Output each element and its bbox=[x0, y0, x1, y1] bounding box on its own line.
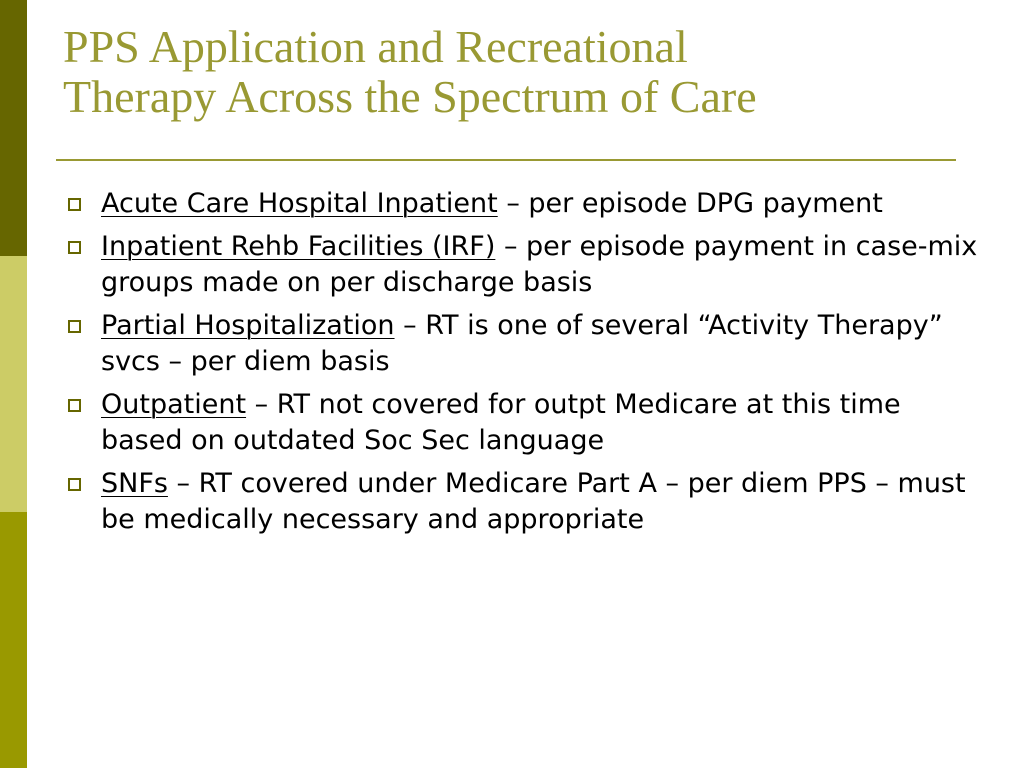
slide-title bbox=[63, 22, 963, 122]
bullet-heading: SNFs bbox=[101, 467, 168, 499]
side-bar-light bbox=[0, 256, 27, 512]
bullet-text: – per episode payment in case-mix groups made on per discharge basis bbox=[101, 230, 978, 298]
bullet-square-icon bbox=[68, 320, 81, 333]
title-divider bbox=[56, 159, 956, 161]
side-bar-dark bbox=[0, 0, 27, 256]
bullet-text: – per episode DPG payment bbox=[497, 188, 883, 219]
title-line-1: PPS Application and Recreational bbox=[63, 21, 688, 72]
bullet-heading: Acute Care Hospital Inpatient bbox=[101, 188, 498, 219]
bullet-square-icon bbox=[68, 198, 81, 211]
bullet-item-irf bbox=[63, 229, 983, 302]
bullet-heading: Inpatient Rehb Facilities (IRF) bbox=[101, 230, 496, 262]
bullet-text: – RT is one of several “Activity Therapy” svcs – per diem basis bbox=[101, 309, 943, 377]
side-bar-olive bbox=[0, 512, 27, 768]
bullet-text: – RT covered under Medicare Part A – per diem PPS – must be medically necessary and appropriate bbox=[101, 467, 966, 535]
bullet-list bbox=[63, 186, 983, 545]
bullet-square-icon bbox=[68, 241, 81, 254]
title-line-2: Therapy Across the Spectrum of Care bbox=[63, 71, 757, 122]
bullet-item-outpatient bbox=[63, 387, 983, 460]
bullet-item-partial-hospitalization bbox=[63, 308, 983, 381]
bullet-item-acute-care bbox=[63, 186, 983, 223]
bullet-heading: Partial Hospitalization bbox=[101, 309, 395, 341]
bullet-square-icon bbox=[68, 478, 81, 491]
bullet-square-icon bbox=[68, 399, 81, 412]
bullet-item-snfs bbox=[63, 466, 983, 539]
bullet-heading: Outpatient bbox=[101, 388, 247, 420]
bullet-text: – RT not covered for outpt Medicare at this time based on outdated Soc Sec language bbox=[101, 388, 901, 456]
